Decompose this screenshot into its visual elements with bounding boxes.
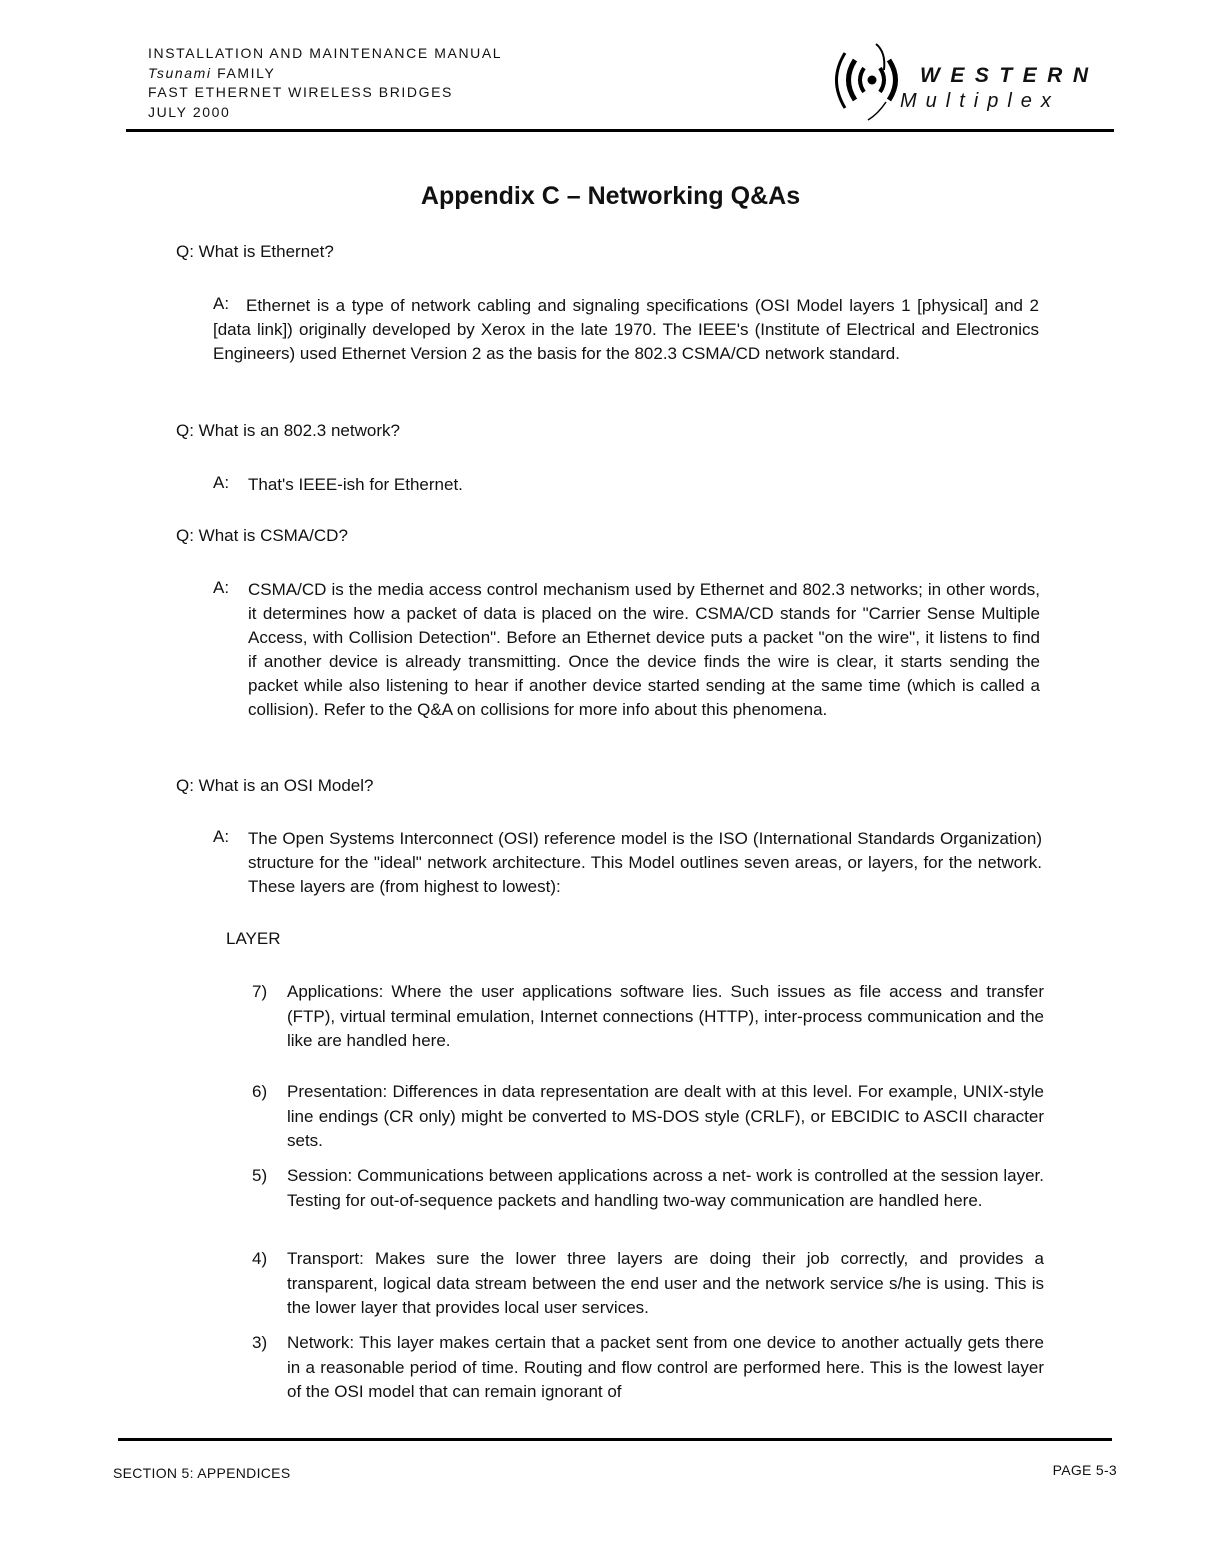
question-csma-cd: Q: What is CSMA/CD? bbox=[176, 526, 348, 545]
question-802-3: Q: What is an 802.3 network? bbox=[176, 421, 400, 440]
product-family-suffix: FAMILY bbox=[211, 64, 276, 81]
question-ethernet: Q: What is Ethernet? bbox=[176, 242, 334, 261]
list-item bbox=[252, 1164, 1044, 1213]
answer-802-3: That's IEEE-ish for Ethernet. bbox=[248, 475, 463, 494]
manual-date: JULY 2000 bbox=[148, 103, 231, 120]
product-family-name: Tsunami bbox=[148, 64, 212, 81]
list-item-number: 3) bbox=[252, 1333, 268, 1352]
product-line: FAST ETHERNET WIRELESS BRIDGES bbox=[148, 84, 453, 100]
list-item-text: Transport: Makes sure the lower three layers are doing their job correctly, and provides a transparent, logical data stream between the end user and the network service s/he is using. This is the lower layer that provides local user services. bbox=[287, 1249, 1044, 1317]
manual-title: INSTALLATION AND MAINTENANCE MANUAL bbox=[148, 45, 503, 61]
wireless-signal-icon bbox=[828, 40, 910, 124]
list-item-text: Presentation: Differences in data representation are dealt with at this level. For example, UNIX-style line endings (CR only) might be converted to MS-DOS style (CRLF), or EBCIDIC to ASCII character sets. bbox=[287, 1082, 1044, 1150]
footer-rule bbox=[118, 1438, 1112, 1441]
product-family bbox=[148, 64, 502, 84]
list-item-number: 5) bbox=[252, 1166, 268, 1185]
list-item bbox=[252, 980, 1044, 1054]
list-item-number: 4) bbox=[252, 1249, 268, 1268]
list-item bbox=[252, 1247, 1044, 1321]
document-header bbox=[148, 44, 502, 122]
page-title: Appendix C – Networking Q&As bbox=[420, 182, 801, 210]
logo-wordmark-western: WESTERN bbox=[920, 64, 1099, 87]
list-item-number: 7) bbox=[252, 982, 268, 1001]
logo-wordmark-multiplex: Multiplex bbox=[900, 90, 1060, 112]
answer-osi-model: The Open Systems Interconnect (OSI) reference model is the ISO (International Standards Organization) structure for the "ideal" network architecture. This Model outlines seven areas, or layers, for the network. These layers are (from highest to lowest): bbox=[248, 829, 1042, 896]
section-label: SECTION 5: APPENDICES bbox=[113, 1465, 291, 1481]
header-rule bbox=[126, 129, 1114, 132]
question-osi-model: Q: What is an OSI Model? bbox=[176, 776, 374, 795]
list-item-text: Network: This layer makes certain that a packet sent from one device to another actually gets there in a reasonable period of time. Routing and flow control are performed here. This is the lowest layer of the OSI model that can remain ignorant of bbox=[287, 1333, 1044, 1401]
list-item-text: Session: Communications between applications across a net- work is controlled at the session layer. Testing for out-of-sequence packets and handling two-way communication are handled here. bbox=[287, 1166, 1044, 1210]
answer-label: A: bbox=[213, 473, 230, 492]
answer-label: A: bbox=[213, 578, 230, 597]
list-item bbox=[252, 1331, 1044, 1405]
list-item-text: Applications: Where the user applications software lies. Such issues as file access and transfer (FTP), virtual terminal emulation, Internet connections (HTTP), inter-process communication and the like are handled here. bbox=[287, 982, 1044, 1050]
list-item-number: 6) bbox=[252, 1082, 268, 1101]
page-number: PAGE 5-3 bbox=[1052, 1462, 1117, 1478]
answer-ethernet: Ethernet is a type of network cabling and signaling specifications (OSI Model layers 1 [physical] and 2 [data link]) originally developed by Xerox in the late 1970. The IEEE's (Institute of Electrical and Electronics Engineers) used Ethernet Version 2 as the basis for the 802.3 CSMA/CD network standard. bbox=[213, 296, 1039, 363]
answer-label: A: bbox=[213, 294, 230, 313]
answer-csma-cd: CSMA/CD is the media access control mechanism used by Ethernet and 802.3 networks; in other words, it determines how a packet of data is placed on the wire. CSMA/CD stands for "Carrier Sense Multiple Access, with Collision Detection". Before an Ethernet device puts a packet "on the wire", it listens to find if another device is already transmitting. Once the device finds the wire is clear, it starts sending the packet while also listening to hear if another device started sending at the same time (which is called a collision). Refer to the Q&A on collisions for more info about this phenomena. bbox=[248, 580, 1040, 719]
company-logo bbox=[828, 40, 1108, 124]
answer-label: A: bbox=[213, 827, 230, 846]
list-item bbox=[252, 1080, 1044, 1154]
layer-heading: LAYER bbox=[226, 929, 281, 948]
